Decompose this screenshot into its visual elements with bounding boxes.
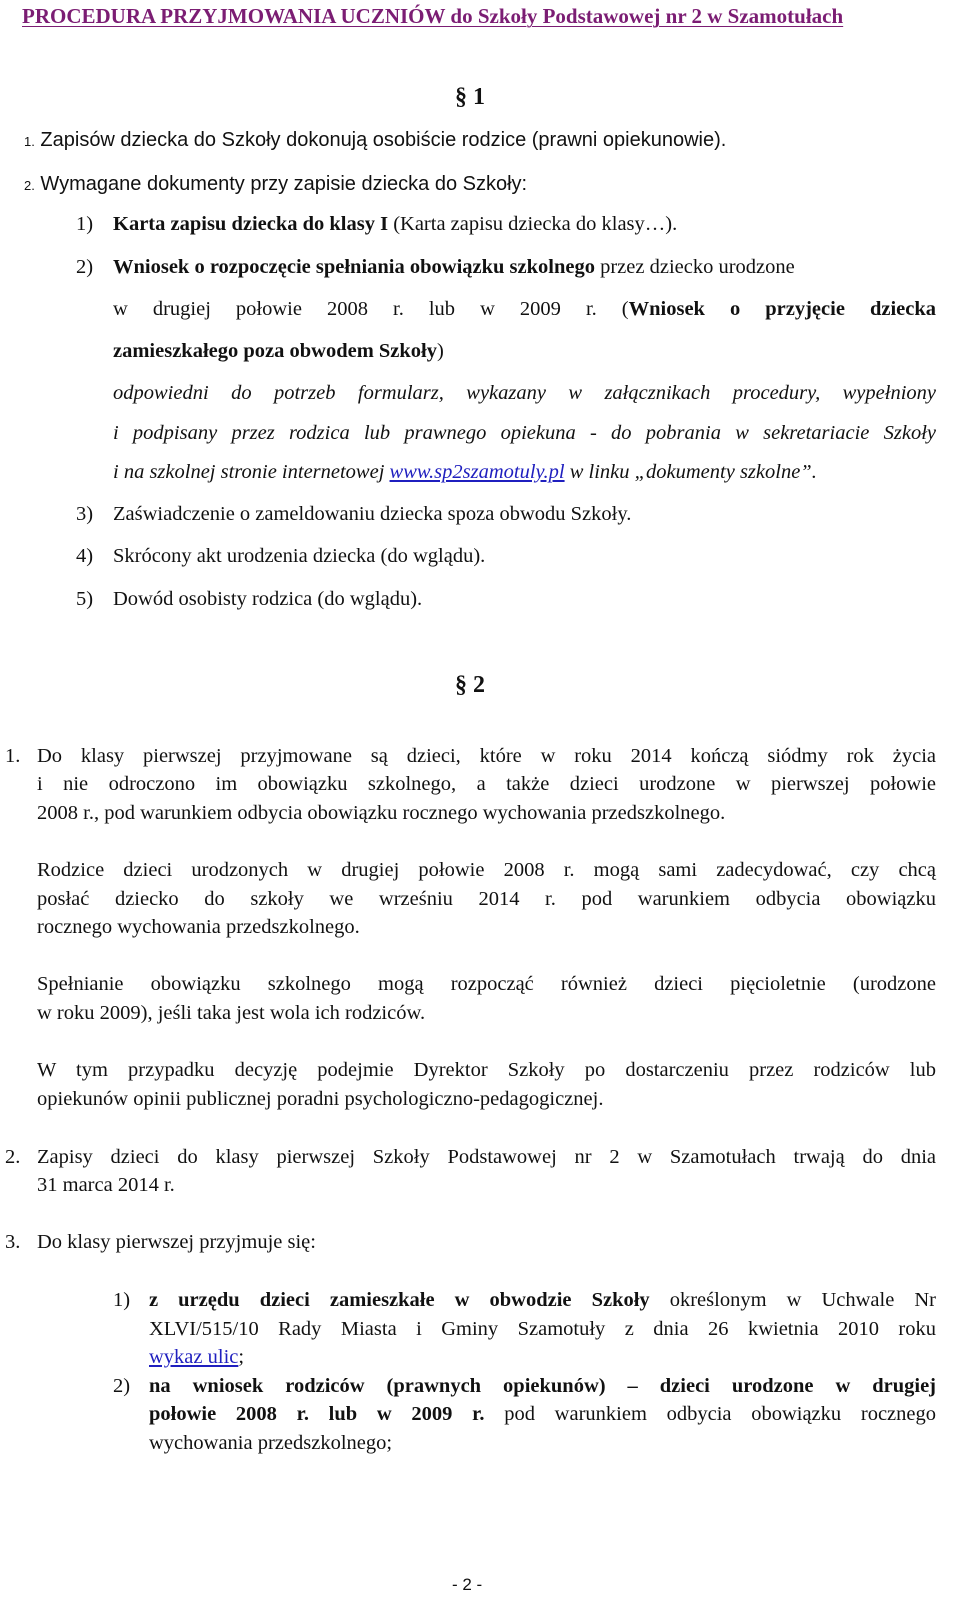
section-2-heading: § 2 [455,672,485,698]
s2-paragraph-2-number: 2. [5,1146,21,1168]
s2-paragraph-1-line-2: i nie odroczono im obowiązku szkolnego, a także dzieci urodzone w pierwszej połowie [37,773,936,795]
s2-para-4-line-2: opiekunów opinii publicznej poradni psychologiczno-pedagogicznej. [37,1088,604,1110]
s1-item-2-rest: przez dziecko urodzone [594,256,795,278]
s1-item-5-text: Dowód osobisty rodzica (do wglądu). [113,588,423,610]
s1-item-2-line-3-bold: zamieszkałego poza obwodem Szkoły [113,340,437,362]
s1-italic-line-3-end: w linku „dokumenty szkolne”. [564,461,817,483]
s2-sub-1-line-1 [149,1289,936,1312]
s2-sub-1-number: 1) [113,1289,131,1311]
s1-item-2-line-2 [113,298,936,321]
s2-sub-2-line-1: na wniosek rodziców (prawnych opiekunów) – dzieci urodzone w drugiej [149,1375,936,1397]
s1-paragraph-1 [24,129,726,152]
s1-italic-line-2: i podpisany przez rodzica lub prawnego opiekuna - do pobrania w sekretariacie Szkoły [113,422,936,444]
s1-item-2-line-2-text: w drugiej połowie 2008 r. lub w 2009 r. ( [113,298,629,320]
s1-item-2-line-3 [113,340,444,363]
s1-item-3-number: 3) [76,503,94,525]
s2-paragraph-2-line-2: 31 marca 2014 r. [37,1174,175,1196]
s2-sub-1-line-3 [149,1346,244,1369]
s1-item-2-number: 2) [76,256,94,278]
s2-para-3-line-1: Spełnianie obowiązku szkolnego mogą rozpocząć również dzieci pięcioletnie (urodzone [37,973,936,995]
s2-paragraph-3-text: Do klasy pierwszej przyjmuje się: [37,1231,316,1253]
s2-para-2-line-3: rocznego wychowania przedszkolnego. [37,916,360,938]
s1-italic-line-1: odpowiedni do potrzeb formularz, wykazany w załącznikach procedury, wypełniony [113,382,936,404]
s2-paragraph-1-line-1: Do klasy pierwszej przyjmowane są dzieci, które w roku 2014 kończą siódmy rok życia [37,745,936,767]
s1-item-1 [113,213,677,236]
school-website-link[interactable]: www.sp2szamotuly.pl [389,461,565,483]
s2-sub-2-line-2-bold: połowie 2008 r. lub w 2009 r. [149,1403,485,1425]
s1-paragraph-1-text: Zapisów dziecka do Szkoły dokonują osobiście rodzice (prawni opiekunowie). [40,129,727,151]
s2-para-2-line-1: Rodzice dzieci urodzonych w drugiej połowie 2008 r. mogą sami zadecydować, czy chcą [37,859,936,881]
s2-paragraph-1-line-3: 2008 r., pod warunkiem odbycia obowiązku rocznego wychowania przedszkolnego. [37,802,726,824]
s1-item-1-number: 1) [76,213,94,235]
s2-sub-1-rest: określonym w Uchwale Nr [649,1289,936,1311]
s1-item-2-line-2-bold: Wniosek o przyjęcie dziecka [628,298,936,320]
s1-item-2-line-3-close: ) [437,340,444,362]
document-header-title: PROCEDURA PRZYJMOWANIA UCZNIÓW do Szkoły Podstawowej nr 2 w Szamotułach [22,4,844,28]
section-1-heading: § 1 [455,84,485,110]
s1-item-5-number: 5) [76,588,94,610]
s2-para-4-line-1: W tym przypadku decyzję podejmie Dyrektor Szkoły po dostarczeniu przez rodziców lub [37,1059,936,1081]
page-number: - 2 - [452,1575,483,1594]
s2-paragraph-2-line-1: Zapisy dzieci do klasy pierwszej Szkoły Podstawowej nr 2 w Szamotułach trwają do dnia [37,1146,936,1168]
s1-item-4-number: 4) [76,545,94,567]
s2-sub-1-line-2: XLVI/515/10 Rady Miasta i Gminy Szamotuły z dnia 26 kwietnia 2010 roku [149,1318,936,1340]
s2-sub-2-number: 2) [113,1375,131,1397]
s1-item-3-text: Zaświadczenie o zameldowaniu dziecka spoza obwodu Szkoły. [113,503,632,525]
s2-sub-1-semicolon: ; [238,1346,245,1368]
s1-item-1-rest: (Karta zapisu dziecka do klasy…). [388,213,678,235]
s2-para-3-line-2: w roku 2009), jeśli taka jest wola ich rodziców. [37,1002,426,1024]
s1-item-2-bold: Wniosek o rozpoczęcie spełniania obowiązku szkolnego [113,256,595,278]
s2-paragraph-3-number: 3. [5,1231,21,1253]
s1-item-1-bold: Karta zapisu dziecka do klasy I [113,213,389,235]
s2-paragraph-1-number: 1. [5,745,21,767]
s1-paragraph-2 [24,173,527,196]
s2-sub-2-line-2 [149,1403,936,1426]
s1-item-4-text: Skrócony akt urodzenia dziecka (do wglądu). [113,545,486,567]
s1-paragraph-2-number: 2. [24,178,35,193]
s2-para-2-line-2: posłać dziecko do szkoły we wrześniu 2014 r. pod warunkiem odbycia obowiązku [37,888,936,910]
s1-italic-line-3 [113,461,817,484]
s2-sub-2-line-2-rest: pod warunkiem odbycia obowiązku rocznego [484,1403,936,1425]
s2-sub-1-bold: z urzędu dzieci zamieszkałe w obwodzie Szkoły [149,1289,650,1311]
s1-paragraph-1-number: 1. [24,134,35,149]
s1-italic-line-3-text: i na szkolnej stronie internetowej [113,461,390,483]
s1-paragraph-2-text: Wymagane dokumenty przy zapisie dziecka do Szkoły: [40,173,528,195]
s1-item-2-line-1 [113,256,795,279]
street-list-link[interactable]: wykaz ulic [149,1346,239,1368]
s2-sub-2-line-3: wychowania przedszkolnego; [149,1432,393,1454]
